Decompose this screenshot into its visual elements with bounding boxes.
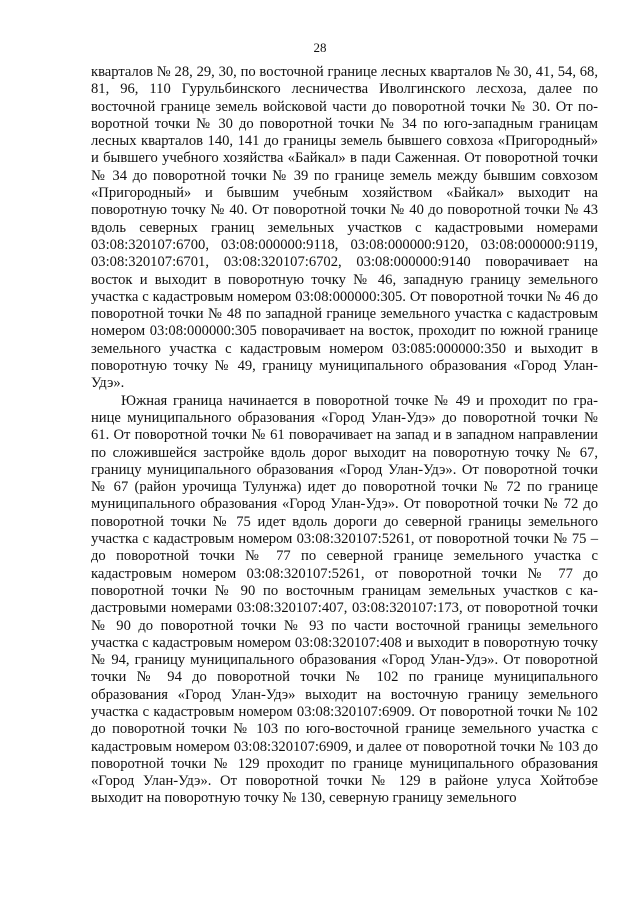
paragraph-south-boundary: Южная граница начинается в поворотной точке № 49 и проходит по границе муниципального образования «Город Улан-Удэ» до поворотной точки № 61. От поворотной точки № 61 поворачивает на запад и в западном направлении по сложившейся застройке вдоль дорог выходит на поворотную точку № 67, границу муниципального образования «Город Улан-Удэ». От поворотной точки № 67 (район урочища Тулунжа) идет до поворотной точки № 72 по границе муниципального образования «Город Улан-Удэ». От поворотной точки № 72 до поворотной точки № 75 идет вдоль дороги до северной границы земельного участка с кадастровым номером 03:08:320107:5261, от поворотной точки № 75 – до поворотной точки № 77 по северной границе земельного участка с кадастровым номером 03:08:320107:5261, от поворотной точки № 77 до поворотной точки № 90 по восточным границам земельных участков с кадастровыми номерами 03:08:320107:407, 03:08:320107:173, от поворотной точки № 90 до поворотной точки № 93 по части восточной границы земельного участка с кадастровым номером 03:08:320107:408 и выходит в поворотную точку № 94, границу муниципального образования «Город Улан-Удэ». От поворотной точки № 94 до поворотной точки № 102 по границе муниципального образования «Город Улан-Удэ» выходит на восточную границу земельного участка с кадастровым номером 03:08:320107:6909. От поворотной точки № 102 до поворотной точки № 103 по юго-восточной границе земельного участка с кадастровым номером 03:08:320107:6909, и далее от поворотной точки № 103 до поворотной точки № 129 проходит по границе муниципального образования «Город Улан-Удэ». От поворотной точки № 129 в районе улуса Хойтобэе выходит на поворотную точку № 130, северную границу земельного [91,392,598,807]
body-text [91,64,598,808]
page-number: 28 [313,40,327,55]
paragraph-north-east-boundary: кварталов № 28, 29, 30, по восточной границе лесных кварталов № 30, 41, 54, 68, 81, 96, 110 Гурульбинского лесничества Иволгинского лесхоза, далее по восточной границе земель войсковой части до поворотной точки № 30. От поворотной точки № 30 до поворотной точки № 34 по юго-западным границам лесных кварталов 140, 141 до границы земель бывшего совхоза «Пригородный» и бывшего учебного хозяйства «Байкал» в пади Саженная. От поворотной точки № 34 до поворотной точки № 39 по границе земель между бывшим совхозом «Пригородный» и бывшим учебным хозяйством «Байкал» выходит на поворотную точку № 40. От поворотной точки № 40 до поворотной точки № 43 вдоль северных границ земельных участков с кадастровыми номерами 03:08:320107:6700, 03:08:000000:9118, 03:08:000000:9120, 03:08:000000:9119, 03:08:320107:6701, 03:08:320107:6702, 03:08:000000:9140 поворачивает на восток и выходит в поворотную точку № 46, западную границу земельного участка с кадастровым номером 03:08:000000:305. От поворотной точки № 46 до поворотной точки № 48 по западной границе земельного участка с кадастровым номером 03:08:000000:305 поворачивает на восток, проходит по южной границе земельного участка с кадастровым номером 03:085:000000:350 и выходит в поворотную точку № 49, границу муниципального образования «Город Улан-Удэ». [91,64,598,392]
